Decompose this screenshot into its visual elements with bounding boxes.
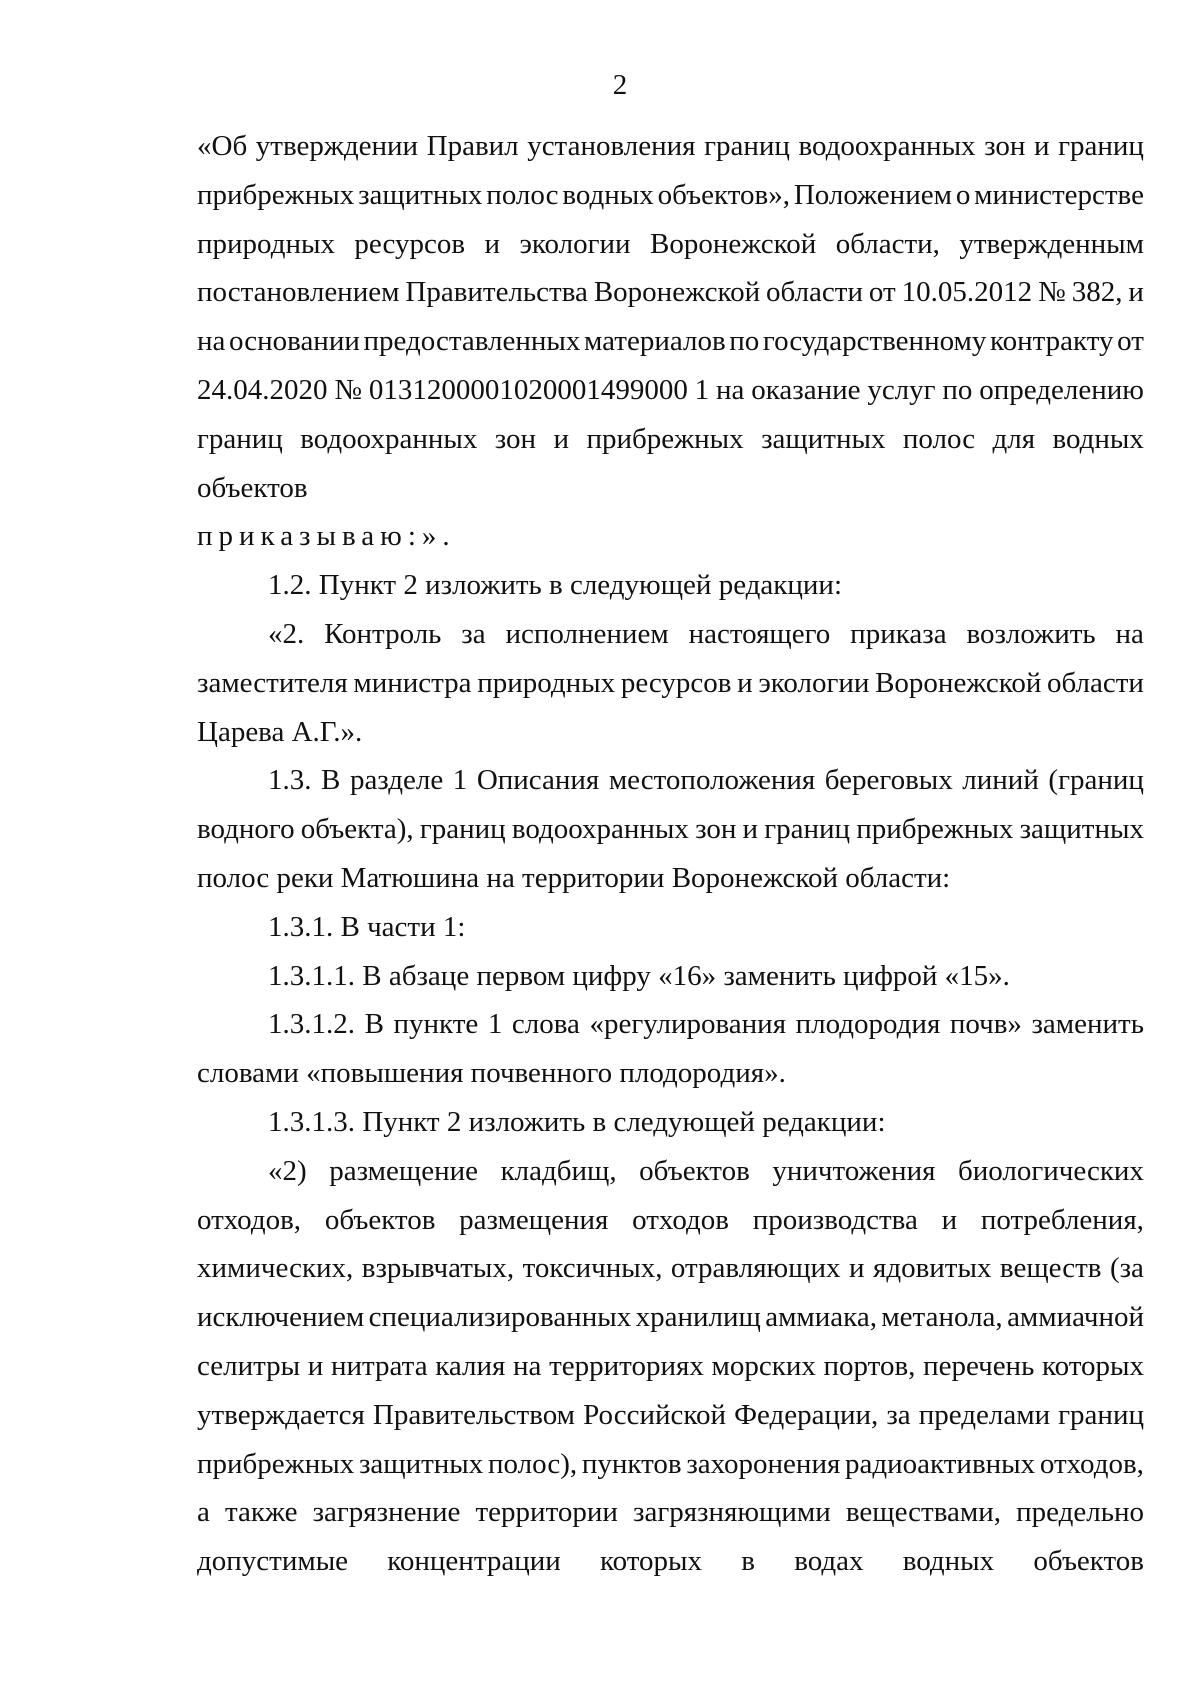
word: Воронежской: [875, 666, 1042, 699]
word: и: [849, 1252, 865, 1285]
word: которых: [600, 1545, 703, 1578]
word: а: [197, 1496, 210, 1529]
text-line: [197, 610, 1144, 659]
text-line: [197, 1293, 1144, 1342]
word: природных: [197, 227, 335, 260]
text-line: [197, 1196, 1144, 1245]
text-line: словами «повышения почвенного плодородия».: [197, 1057, 786, 1090]
word: возложить: [966, 617, 1096, 650]
word: химических,: [197, 1252, 354, 1285]
word: защитных: [358, 1447, 484, 1480]
word: плодородия: [795, 1008, 941, 1041]
word: водоохранных: [798, 130, 976, 162]
word: объектов: [324, 1203, 436, 1236]
word: аммиачной: [1007, 1301, 1144, 1334]
word: исполнением: [505, 617, 669, 650]
word: 1: [487, 1008, 503, 1041]
word: производства: [752, 1203, 918, 1236]
text-line: [197, 1147, 1144, 1196]
word: Российской: [583, 1398, 726, 1431]
text-line: [197, 1000, 1144, 1049]
word: утверждении: [255, 130, 419, 162]
word: и: [1034, 130, 1050, 162]
word: Воронежской: [593, 276, 761, 309]
word: веществами,: [845, 1496, 1002, 1529]
word: прибрежных: [586, 422, 744, 455]
word: перечень: [923, 1349, 1035, 1382]
word: материалов: [584, 325, 726, 358]
word: о: [955, 178, 971, 211]
word: и: [1128, 276, 1144, 309]
word: на: [197, 325, 226, 358]
word: и: [484, 227, 501, 260]
word: водных: [562, 178, 654, 211]
word: от: [1117, 325, 1144, 358]
word: на: [715, 373, 745, 406]
word: морских: [711, 1349, 816, 1382]
word: водоохранных: [511, 813, 689, 846]
word: от: [868, 276, 896, 309]
word: предоставленных: [363, 325, 581, 358]
word: на: [1115, 617, 1144, 650]
word: заменить: [1031, 1008, 1144, 1041]
text-line: [197, 1342, 1144, 1391]
word: границ: [1058, 1398, 1144, 1431]
word: водоохранных: [300, 422, 478, 455]
text-line: [197, 268, 1144, 317]
word: калия: [435, 1349, 506, 1382]
word: для: [992, 422, 1036, 455]
word: допустимые: [197, 1545, 349, 1578]
text-line: [197, 171, 1144, 220]
text-line: [197, 415, 1144, 464]
word: специализированных: [368, 1301, 632, 1334]
word: и: [307, 1349, 324, 1382]
word: кладбищ,: [500, 1154, 617, 1187]
word: пределами: [918, 1398, 1051, 1431]
word: загрязнение: [312, 1496, 461, 1529]
text-line: полос реки Матюшина на территории Воронежской области:: [197, 861, 951, 894]
word: полос: [486, 178, 559, 211]
word: местоположения: [608, 764, 816, 797]
word: прибрежных: [197, 1447, 355, 1480]
word: на: [513, 1349, 542, 1382]
word: 1.3.1.2.: [268, 1008, 355, 1041]
word: В: [321, 764, 341, 797]
word: границ: [704, 130, 790, 162]
word: №: [1038, 276, 1066, 309]
word: метанола,: [881, 1301, 1003, 1334]
word: Правил: [426, 130, 519, 162]
word: пунктов: [581, 1447, 682, 1480]
word: уничтожения: [772, 1154, 936, 1187]
text-line: приказываю:».: [197, 520, 456, 553]
word: Федерации,: [734, 1398, 879, 1431]
word: Воронежской: [650, 227, 817, 260]
word: защитных: [761, 422, 886, 455]
word: ресурсов: [354, 227, 466, 260]
text-line: [197, 805, 1144, 854]
text-line: [197, 220, 1144, 269]
word: границ: [419, 813, 506, 846]
word: потребления,: [980, 1203, 1144, 1236]
word: защитных: [358, 178, 483, 211]
word: границ: [1058, 130, 1144, 162]
word: водных: [1052, 422, 1144, 455]
word: основании: [229, 325, 360, 358]
word: береговых: [824, 764, 953, 797]
word: по: [942, 373, 973, 406]
word: (границ: [1048, 764, 1144, 797]
word: зон: [494, 422, 537, 455]
page-number: 2: [612, 69, 628, 101]
word: экологии: [519, 227, 631, 260]
word: и: [737, 666, 753, 699]
word: полос),: [488, 1447, 578, 1480]
word: 24.04.2020: [197, 373, 328, 406]
word: природных: [477, 666, 616, 699]
word: министра: [353, 666, 472, 699]
word: утверждается: [197, 1398, 365, 1431]
word: отравляющих: [670, 1252, 841, 1285]
text-line: [197, 756, 1144, 805]
word: приказа: [850, 617, 947, 650]
word: линий: [962, 764, 1039, 797]
word: Правительства: [405, 276, 588, 309]
word: слова: [511, 1008, 580, 1041]
word: аммиака,: [765, 1301, 877, 1334]
text-line: [197, 366, 1144, 415]
word: границ: [764, 813, 851, 846]
word: отходов,: [1039, 1447, 1144, 1480]
word: «Об: [197, 130, 248, 162]
word: водного: [197, 813, 295, 846]
word: определению: [979, 373, 1144, 406]
word: концентрации: [387, 1545, 561, 1578]
word: водных: [902, 1545, 995, 1578]
word: 1.3.: [268, 764, 312, 797]
word: объекта),: [300, 813, 414, 846]
word: взрывчатых,: [361, 1252, 515, 1285]
word: за: [461, 617, 486, 650]
word: портов,: [823, 1349, 916, 1382]
word: за: [886, 1398, 911, 1431]
word: постановлением: [197, 276, 400, 309]
word: веществ: [999, 1252, 1102, 1285]
word: защитных: [1019, 813, 1144, 846]
word: территории: [475, 1496, 618, 1529]
text-line: Царева А.Г.».: [197, 715, 363, 748]
word: водах: [794, 1545, 864, 1578]
text-line: [197, 659, 1144, 708]
word: государственному: [762, 325, 987, 358]
word: и: [553, 422, 570, 455]
word: 10.05.2012: [901, 276, 1033, 309]
word: прибрежных: [197, 178, 355, 211]
word: 1: [452, 764, 468, 797]
word: ресурсов: [620, 666, 732, 699]
word: ядовитых: [873, 1252, 992, 1285]
word: области,: [835, 227, 940, 260]
word: «2): [268, 1154, 307, 1187]
word: территориях: [549, 1349, 704, 1382]
word: токсичных,: [522, 1252, 663, 1285]
word: оказание: [751, 373, 861, 406]
text-line: 1.2. Пункт 2 изложить в следующей редакции:: [268, 569, 843, 602]
word: пункте: [393, 1008, 479, 1041]
word: В: [364, 1008, 384, 1041]
word: объектов: [1033, 1545, 1144, 1578]
word: Описания: [476, 764, 600, 797]
word: услуг: [867, 373, 936, 406]
word: радиоактивных: [845, 1447, 1036, 1480]
text-line: объектов: [197, 471, 308, 504]
text-line: [197, 1391, 1144, 1440]
word: объектов»,: [657, 178, 790, 211]
word: нитрата: [330, 1349, 428, 1382]
text-line: [197, 1537, 1144, 1586]
word: предельно: [1016, 1496, 1144, 1529]
word: биологических: [958, 1154, 1144, 1187]
word: зон: [695, 813, 737, 846]
word: отходов,: [197, 1203, 302, 1236]
word: министерстве: [974, 178, 1144, 211]
word: захоронения: [686, 1447, 841, 1480]
word: загрязняющими: [633, 1496, 831, 1529]
word: №: [334, 373, 362, 406]
text-line: 1.3.1.1. В абзаце первом цифру «16» заменить цифрой «15».: [268, 959, 1010, 992]
word: размещение: [329, 1154, 478, 1187]
word: полос: [902, 422, 976, 455]
text-line: [197, 1488, 1144, 1537]
word: зон: [984, 130, 1026, 162]
document-body: [197, 122, 1144, 1586]
word: утвержденным: [959, 227, 1144, 260]
word: 382,: [1071, 276, 1123, 309]
word: области: [766, 276, 863, 309]
word: «2.: [268, 617, 305, 650]
word: и: [742, 813, 759, 846]
text-line: [197, 122, 1144, 171]
word: разделе: [349, 764, 444, 797]
word: настоящего: [688, 617, 831, 650]
word: Контроль: [324, 617, 442, 650]
word: почв»: [949, 1008, 1022, 1041]
word: хранилищ: [635, 1301, 761, 1334]
word: контракту: [990, 325, 1114, 358]
word: области: [1047, 666, 1144, 699]
word: объектов: [639, 1154, 750, 1187]
text-line: [197, 1244, 1144, 1293]
word: Правительством: [372, 1398, 576, 1431]
word: Положением: [793, 178, 952, 211]
word: которых: [1041, 1349, 1144, 1382]
word: также: [224, 1496, 298, 1529]
text-line: [197, 1440, 1144, 1489]
word: отходов: [632, 1203, 729, 1236]
word: заместителя: [197, 666, 348, 699]
text-line: [197, 317, 1144, 366]
word: границ: [197, 422, 283, 455]
text-line: 1.3.1. В части 1:: [268, 910, 466, 943]
word: и: [941, 1203, 958, 1236]
word: (за: [1109, 1252, 1144, 1285]
word: селитры: [197, 1349, 301, 1382]
word: исключением: [197, 1301, 365, 1334]
word: установления: [527, 130, 696, 162]
text-line: 1.3.1.3. Пункт 2 изложить в следующей редакции:: [268, 1105, 886, 1138]
word: по: [729, 325, 760, 358]
word: прибрежных: [856, 813, 1014, 846]
word: экологии: [758, 666, 870, 699]
word: в: [741, 1545, 755, 1578]
word: 1: [694, 373, 710, 406]
word: размещения: [459, 1203, 609, 1236]
word: «регулирования: [589, 1008, 787, 1041]
word: 0131200001020001499000: [368, 373, 688, 406]
